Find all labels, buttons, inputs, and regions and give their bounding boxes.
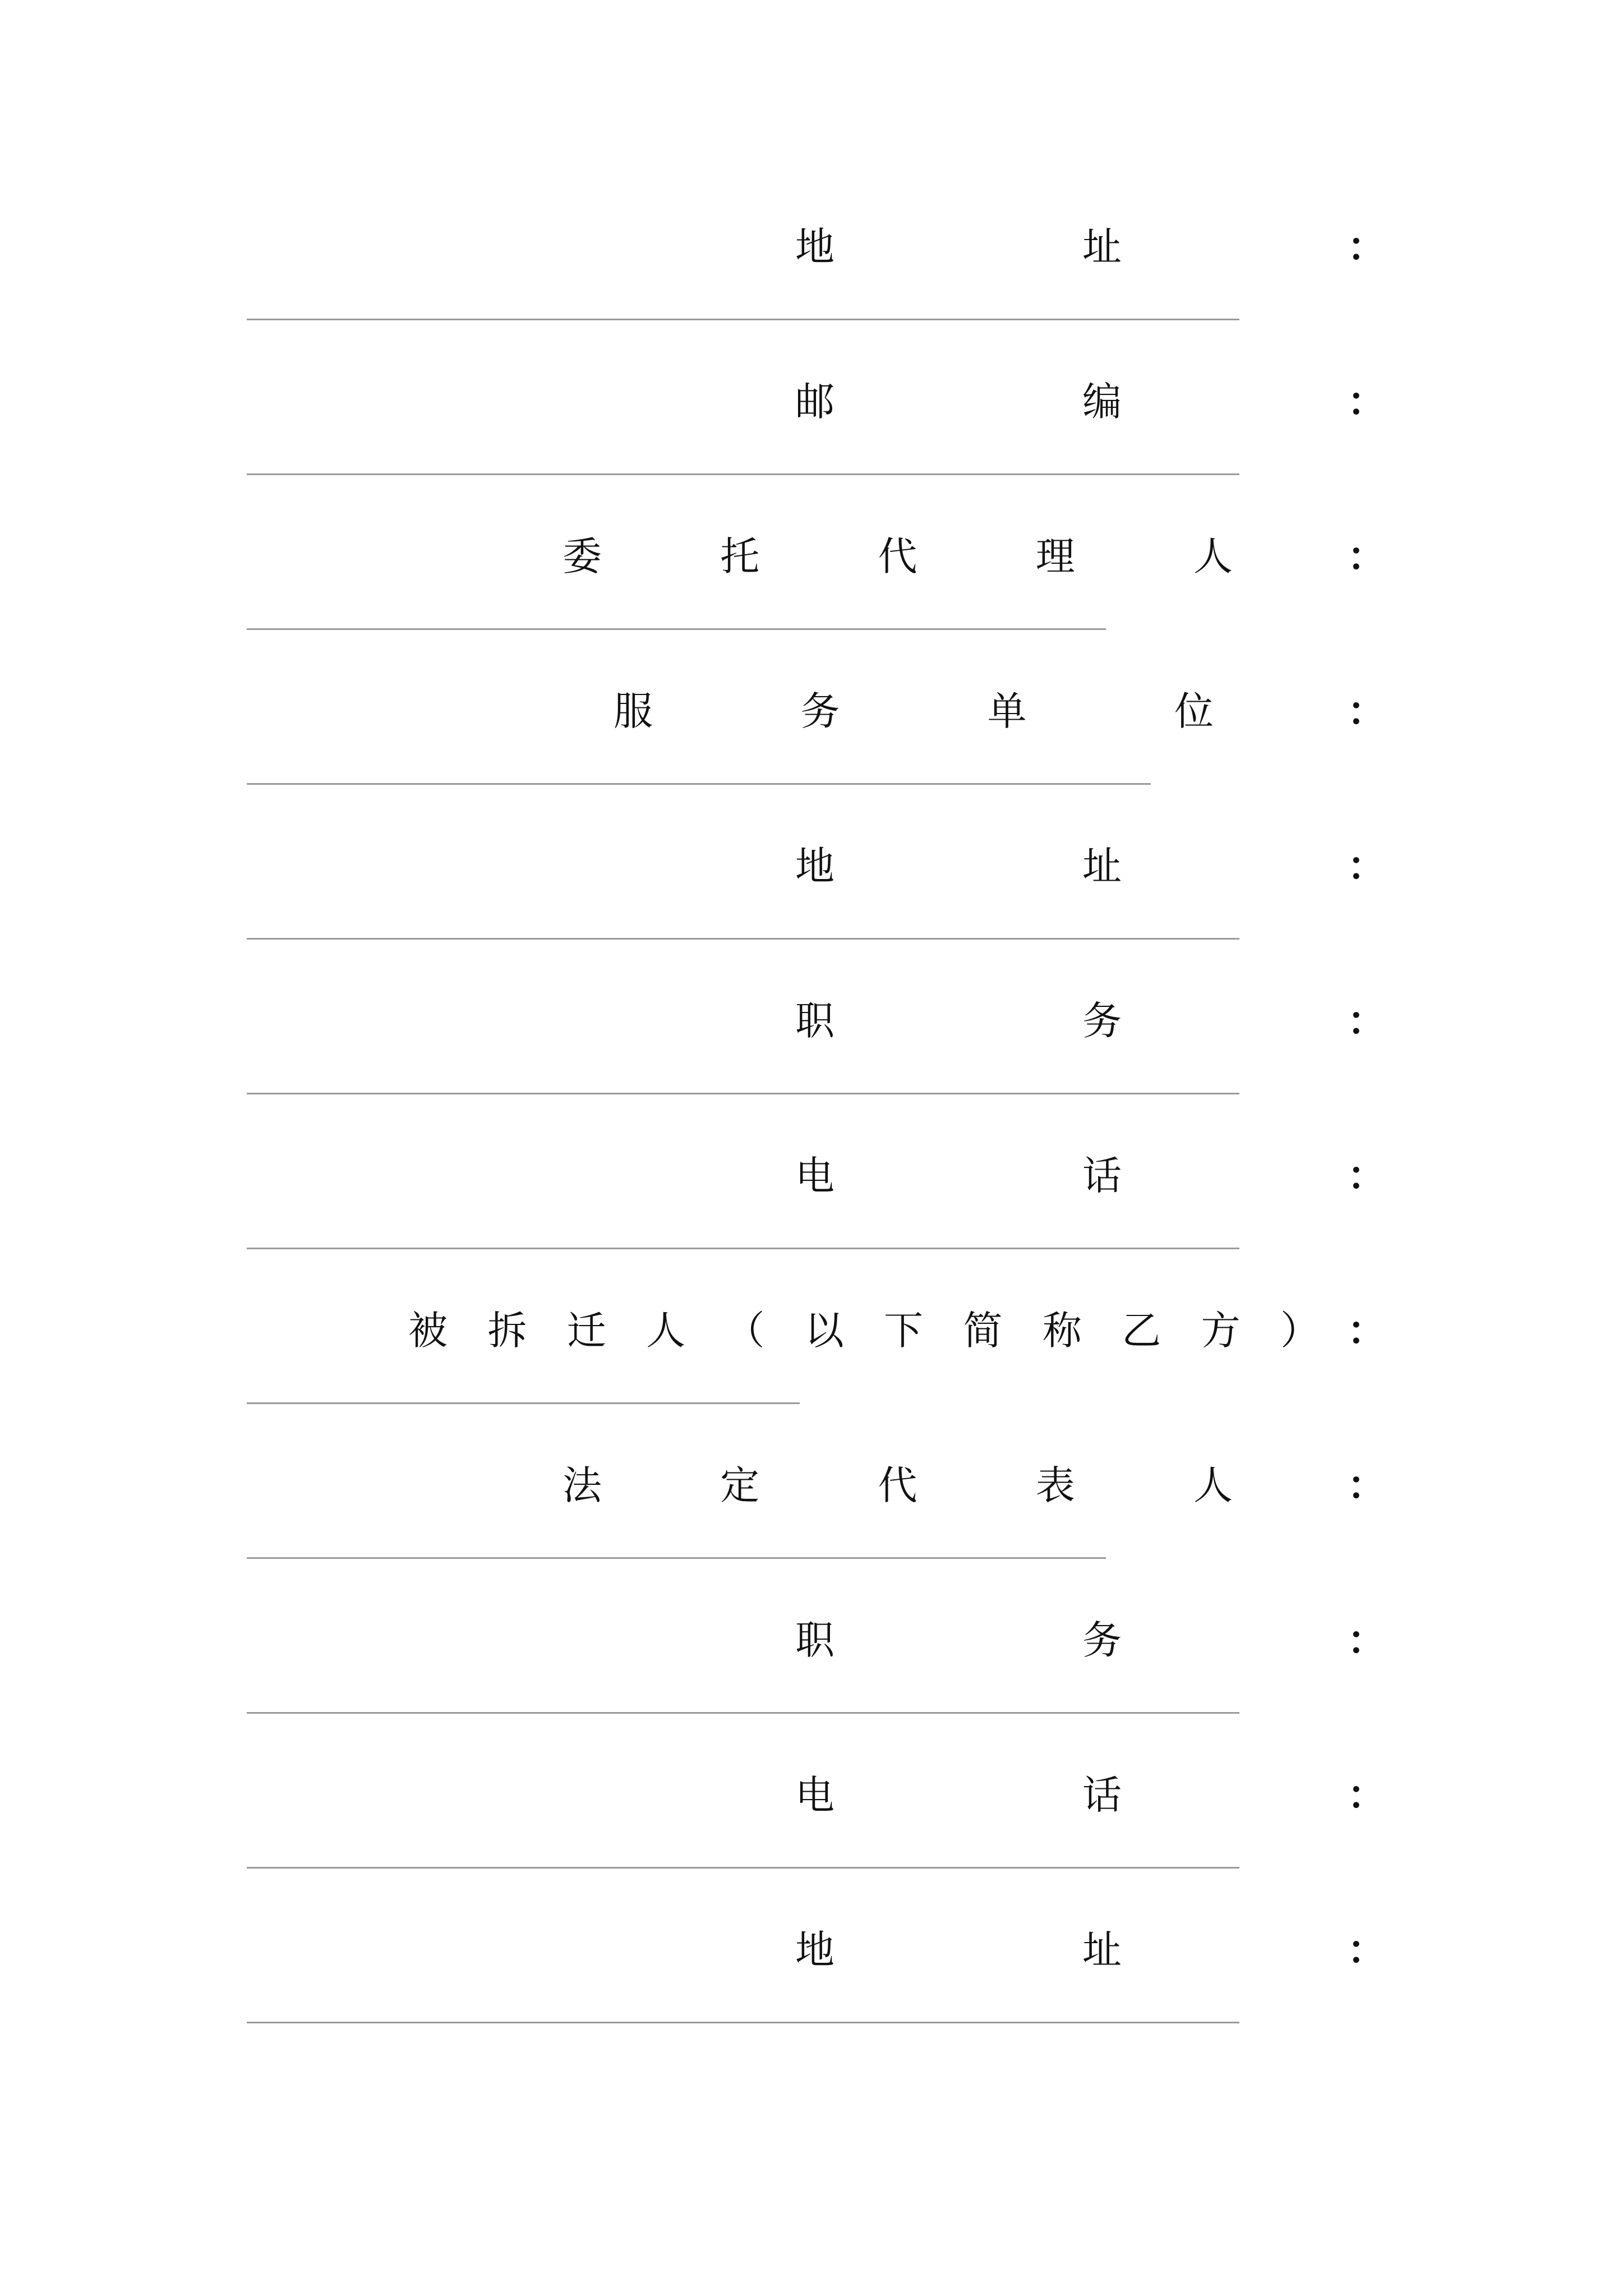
field-row-phone-2 (0, 1739, 1623, 1894)
label-char: 电 (795, 1772, 834, 1818)
fill-in-line[interactable] (247, 473, 1239, 475)
label-char: 方 (1201, 1308, 1241, 1354)
fill-in-line[interactable] (247, 1712, 1239, 1714)
label-char: 以 (804, 1308, 844, 1354)
label-char: 务 (800, 688, 840, 734)
field-label (795, 1612, 1122, 1668)
label-char: 务 (1082, 998, 1122, 1044)
label-char: 托 (720, 533, 760, 579)
label-char: 址 (1082, 224, 1122, 270)
label-char: 址 (1082, 1927, 1122, 1973)
field-label (795, 838, 1122, 894)
label-char: 地 (795, 224, 834, 270)
field-label (795, 1148, 1122, 1204)
field-row-service-unit (0, 655, 1623, 810)
label-char: 单 (987, 688, 1027, 734)
label-colon: ： (1347, 1617, 1386, 1663)
label-colon: ： (1347, 1152, 1386, 1199)
field-label (795, 219, 1122, 275)
fill-in-line[interactable] (247, 1402, 800, 1404)
field-row-address-3 (0, 1894, 1623, 2049)
fill-in-line[interactable] (247, 1867, 1239, 1869)
label-char: 邮 (795, 379, 834, 425)
label-char: 法 (562, 1462, 602, 1508)
label-char: 简 (963, 1308, 1003, 1354)
label-char: 人 (1193, 533, 1233, 579)
label-char: 址 (1082, 843, 1122, 889)
field-label (795, 1767, 1122, 1823)
label-char: 代 (878, 533, 917, 579)
label-colon: ： (1347, 378, 1386, 425)
fill-in-line[interactable] (247, 319, 1239, 320)
fill-in-line[interactable] (247, 628, 1106, 630)
field-label (795, 374, 1122, 430)
fill-in-line[interactable] (247, 783, 1151, 785)
label-colon: ： (1347, 1772, 1386, 1818)
field-row-postcode (0, 346, 1623, 500)
label-colon: ： (1347, 688, 1386, 734)
label-char: ） (1280, 1308, 1320, 1354)
field-row-position-2 (0, 1584, 1623, 1739)
field-label (795, 1922, 1122, 1978)
fill-in-line[interactable] (247, 1557, 1106, 1559)
label-char: 人 (1193, 1462, 1233, 1508)
field-row-phone-1 (0, 1120, 1623, 1274)
field-label (408, 1303, 1320, 1359)
label-char: 话 (1082, 1772, 1122, 1818)
label-char: 服 (614, 688, 653, 734)
label-colon: ： (1347, 223, 1386, 270)
fill-in-line[interactable] (247, 1248, 1239, 1249)
fill-in-line[interactable] (247, 938, 1239, 940)
fill-in-line[interactable] (247, 2022, 1239, 2023)
label-colon: ： (1347, 997, 1386, 1044)
label-char: 被 (408, 1308, 448, 1354)
field-label (614, 683, 1214, 739)
label-char: 乙 (1122, 1308, 1161, 1354)
label-char: （ (725, 1308, 765, 1354)
label-char: 委 (562, 533, 602, 579)
label-colon: ： (1347, 1926, 1386, 1973)
field-row-entrusted-agent (0, 500, 1623, 655)
label-char: 称 (1042, 1308, 1082, 1354)
label-char: 拆 (487, 1308, 527, 1354)
label-char: 地 (795, 1927, 834, 1973)
label-char: 代 (878, 1462, 917, 1508)
label-char: 话 (1082, 1153, 1122, 1199)
label-colon: ： (1347, 843, 1386, 889)
field-row-position-1 (0, 965, 1623, 1120)
fill-in-line[interactable] (247, 1093, 1239, 1094)
field-row-address-1 (0, 191, 1623, 346)
field-row-address-2 (0, 810, 1623, 965)
label-char: 下 (884, 1308, 924, 1354)
label-char: 迁 (566, 1308, 606, 1354)
label-char: 表 (1035, 1462, 1075, 1508)
field-label (562, 528, 1233, 585)
field-row-relocated-party (0, 1274, 1623, 1429)
label-char: 理 (1035, 533, 1075, 579)
field-label (562, 1457, 1233, 1513)
label-char: 编 (1082, 379, 1122, 425)
field-row-legal-representative (0, 1429, 1623, 1584)
label-char: 职 (795, 998, 834, 1044)
label-char: 务 (1082, 1617, 1122, 1663)
label-char: 人 (646, 1308, 686, 1354)
label-char: 地 (795, 843, 834, 889)
label-colon: ： (1347, 533, 1386, 579)
label-char: 电 (795, 1153, 834, 1199)
label-colon: ： (1347, 1307, 1386, 1354)
label-colon: ： (1347, 1462, 1386, 1508)
label-char: 定 (720, 1462, 760, 1508)
label-char: 职 (795, 1617, 834, 1663)
label-char: 位 (1174, 688, 1214, 734)
field-label (795, 993, 1122, 1049)
